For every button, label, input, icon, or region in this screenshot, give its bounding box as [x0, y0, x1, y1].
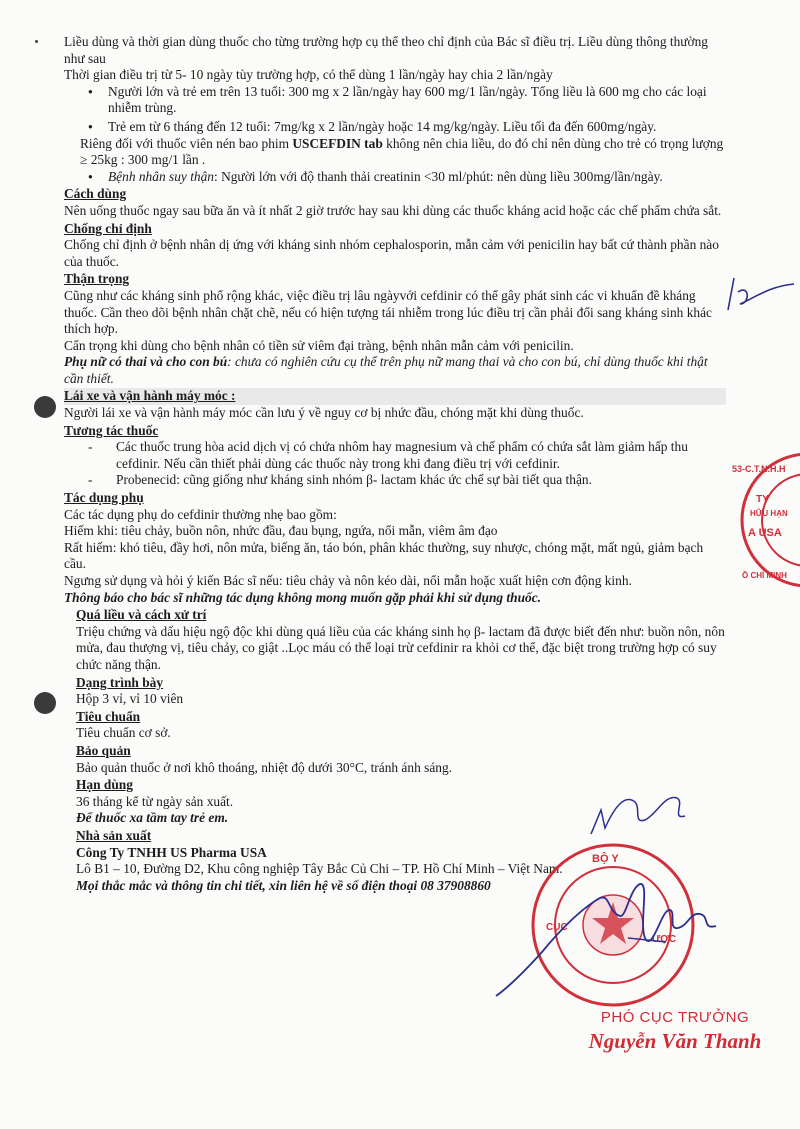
side-effects-intro: Các tác dụng phụ do cefdinir thường nhẹ bao gồm:: [64, 506, 337, 522]
signature-main: [490, 868, 730, 1018]
expiry-note: Để thuốc xa tầm tay trẻ em.: [76, 810, 229, 826]
tablet-name: USCEFDIN tab: [292, 135, 383, 151]
dosage-adults: ● Người lớn và trẻ em trên 13 tuổi: 300 mg x 2 lần/ngày hay 600 mg/1 lần/ngày. Tổng liều là 600 mg cho các loại nhiễm trùng.: [88, 84, 726, 117]
signer-block: [575, 1009, 775, 1053]
company-stamp-line4: Ồ CHÍ MINH: [742, 571, 787, 580]
punch-hole: [34, 692, 56, 714]
storage-heading: Bảo quản: [76, 742, 131, 758]
driving-heading: Lái xe và vận hành máy móc :: [64, 388, 726, 405]
overdose-text: Triệu chứng và dấu hiệu ngộ độc khi dùng quá liều của các kháng sinh họ β- lactam đã được biết đến như: buồn nôn, nôn mửa, đau thượng vị, tiêu chảy, co giật ..Lọc máu có thể loại trừ cefdinir ra khỏi cơ thể, đặc biệt trong trường hợp có suy chức năng thận.: [76, 623, 725, 672]
interaction-item: - Các thuốc trung hòa acid dịch vị có chứa nhôm hay magnesium và chế phẩm có chứa sắt làm giảm hấp thu cefdinir. Nếu cần thiết phải dùng các thuốc này trong khi đang điều trị với cefdinir.: [88, 439, 726, 472]
dosage-list-renal: [64, 169, 726, 186]
dosage-intro: Liều dùng và thời gian dùng thuốc cho từng trường hợp cụ thể theo chỉ định của Bác sĩ điều trị. Liều dùng thông thường như sau: [64, 34, 709, 66]
speck-mark: [35, 40, 38, 43]
manufacturer-address: Lô B1 – 10, Đường D2, Khu công nghiệp Tây Bắc Củ Chi – TP. Hồ Chí Minh – Việt Nam.: [76, 861, 563, 877]
standard-text: Tiêu chuẩn cơ sở.: [76, 725, 171, 741]
contra-heading: Chống chỉ định: [64, 220, 152, 236]
company-stamp: [722, 450, 800, 590]
usage-heading: Cách dùng: [64, 186, 127, 202]
storage-text: Bảo quản thuốc ở nơi khô thoáng, nhiệt độ dưới 30°C, tránh ánh sáng.: [76, 759, 453, 775]
manufacturer-contact: Mọi thắc mắc và thông tin chi tiết, xin liên hệ về số điện thoại 08 37908860: [76, 877, 491, 893]
expiry-text: 36 tháng kể từ ngày sản xuất.: [76, 793, 234, 809]
side-effects-very-rare: Rất hiếm: khó tiêu, đầy hơi, nôn mửa, biếng ăn, táo bón, phân khác thường, suy nhược, chóng mặt, mất ngủ, giảm bạch cầu.: [64, 539, 704, 572]
dosage-tablet: Riêng đối với thuốc viên nén bao phim USCEFDIN tab không nên chia liều, do đó chỉ nên dùng cho trẻ có trọng lượng ≥ 25kg : 300 mg/1 lần .: [80, 135, 724, 168]
presentation-heading: Dạng trình bày: [76, 674, 164, 690]
company-stamp-line2: HỮU HẠN: [750, 509, 788, 518]
overdose-heading: Quá liều và cách xử trí: [76, 607, 207, 623]
manufacturer-company: Công Ty TNHH US Pharma USA: [76, 844, 267, 860]
ministry-stamp-top: BỘ Y: [592, 853, 619, 865]
caution-text-1: Cũng như các kháng sinh phổ rộng khác, việc điều trị lâu ngàyvới cefdinir có thể gây phát sinh các vi khuẩn đề kháng thuốc. Cần theo dõi bệnh nhân chặt chẽ, nếu có hiện tượng tái nhiễm trong lúc điều trị cần phải đổi sang kháng sinh khác thích hợp.: [64, 287, 712, 337]
interactions-heading: Tương tác thuốc: [64, 422, 159, 438]
usage-text: Nên uống thuốc ngay sau bữa ăn và ít nhất 2 giờ trước hay sau khi dùng các thuốc kháng acid hoặc các chế phẩm chứa sắt.: [64, 202, 722, 218]
dosage-list: [64, 84, 726, 136]
manufacturer-heading: Nhà sản xuất: [76, 827, 152, 843]
side-effects-heading: Tác dụng phụ: [64, 490, 144, 506]
contra-text: Chống chỉ định ở bệnh nhân dị ứng với kháng sinh nhóm cephalosporin, mẫn cảm với penicilin hay bất cứ thành phần nào của thuốc.: [64, 237, 719, 269]
company-stamp-line3: A USA: [748, 527, 782, 539]
driving-text: Người lái xe và vận hành máy móc cần lưu ý về nguy cơ bị nhức đầu, chóng mặt khi dùng thuốc.: [64, 405, 584, 421]
side-effects-stop: Ngưng sử dụng và hỏi ý kiến Bác sĩ nếu: tiêu chảy và nôn kéo dài, nổi mẫn hoặc xuất hiện cơn động kinh.: [64, 573, 632, 588]
side-effects-notify: Thông báo cho bác sĩ những tác dụng không mong muốn gặp phải khi sử dụng thuốc.: [64, 589, 542, 605]
presentation-text: Hộp 3 vỉ, vỉ 10 viên: [76, 691, 184, 707]
dosage-renal: ● Bệnh nhân suy thận: Người lớn với độ thanh thải creatinin <30 ml/phút: nên dùng liều 300mg/lần/ngày.: [88, 169, 726, 186]
signer-title: PHÓ CỤC TRƯỞNG: [600, 1009, 750, 1026]
standard-heading: Tiêu chuẩn: [76, 708, 141, 724]
punch-hole: [34, 396, 56, 418]
side-effects-rare: Hiếm khi: tiêu chảy, buồn nôn, nhức đầu, đau bụng, ngứa, nổi mẫn, viêm âm đạo: [64, 523, 498, 539]
company-stamp-line1: TY: [756, 494, 769, 505]
caution-heading: Thận trọng: [64, 271, 130, 287]
interaction-item: - Probenecid: cũng giống như kháng sinh nhóm β- lactam khác ức chế sự bài tiết qua thận.: [88, 472, 726, 489]
company-stamp-top: 53-C.T.N.H.H: [732, 464, 786, 474]
initials-signature: [720, 270, 800, 320]
interactions-list: [64, 439, 726, 489]
signature-upper: [585, 780, 705, 840]
dosage-duration: Thời gian điều trị từ 5- 10 ngày tùy trường hợp, có thể dùng 1 lần/ngày hay chia 2 lần/ngày: [64, 67, 553, 83]
signer-name: Nguyễn Văn Thanh: [588, 1028, 762, 1053]
dosage-children: ● Trẻ em từ 6 tháng đến 12 tuổi: 7mg/kg x 2 lần/ngày hoặc 14 mg/kg/ngày. Liều tối đa đến 600mg/ngày.: [88, 119, 726, 136]
leaflet-page: [64, 34, 726, 894]
ministry-stamp-left: CỤC: [546, 922, 568, 933]
caution-text-2: Cẩn trọng khi dùng cho bệnh nhân có tiền sử viêm đại tràng, bệnh nhân mẫn cảm với penicilin.: [64, 337, 574, 353]
expiry-heading: Hạn dùng: [76, 777, 133, 793]
caution-pregnancy: Phụ nữ có thai và cho con bú: chưa có nghiên cứu cụ thể trên phụ nữ mang thai và cho con bú, chỉ dùng thuốc khi thật cần thiết.: [64, 354, 708, 386]
ministry-stamp-right: ƯỢC: [652, 934, 677, 945]
